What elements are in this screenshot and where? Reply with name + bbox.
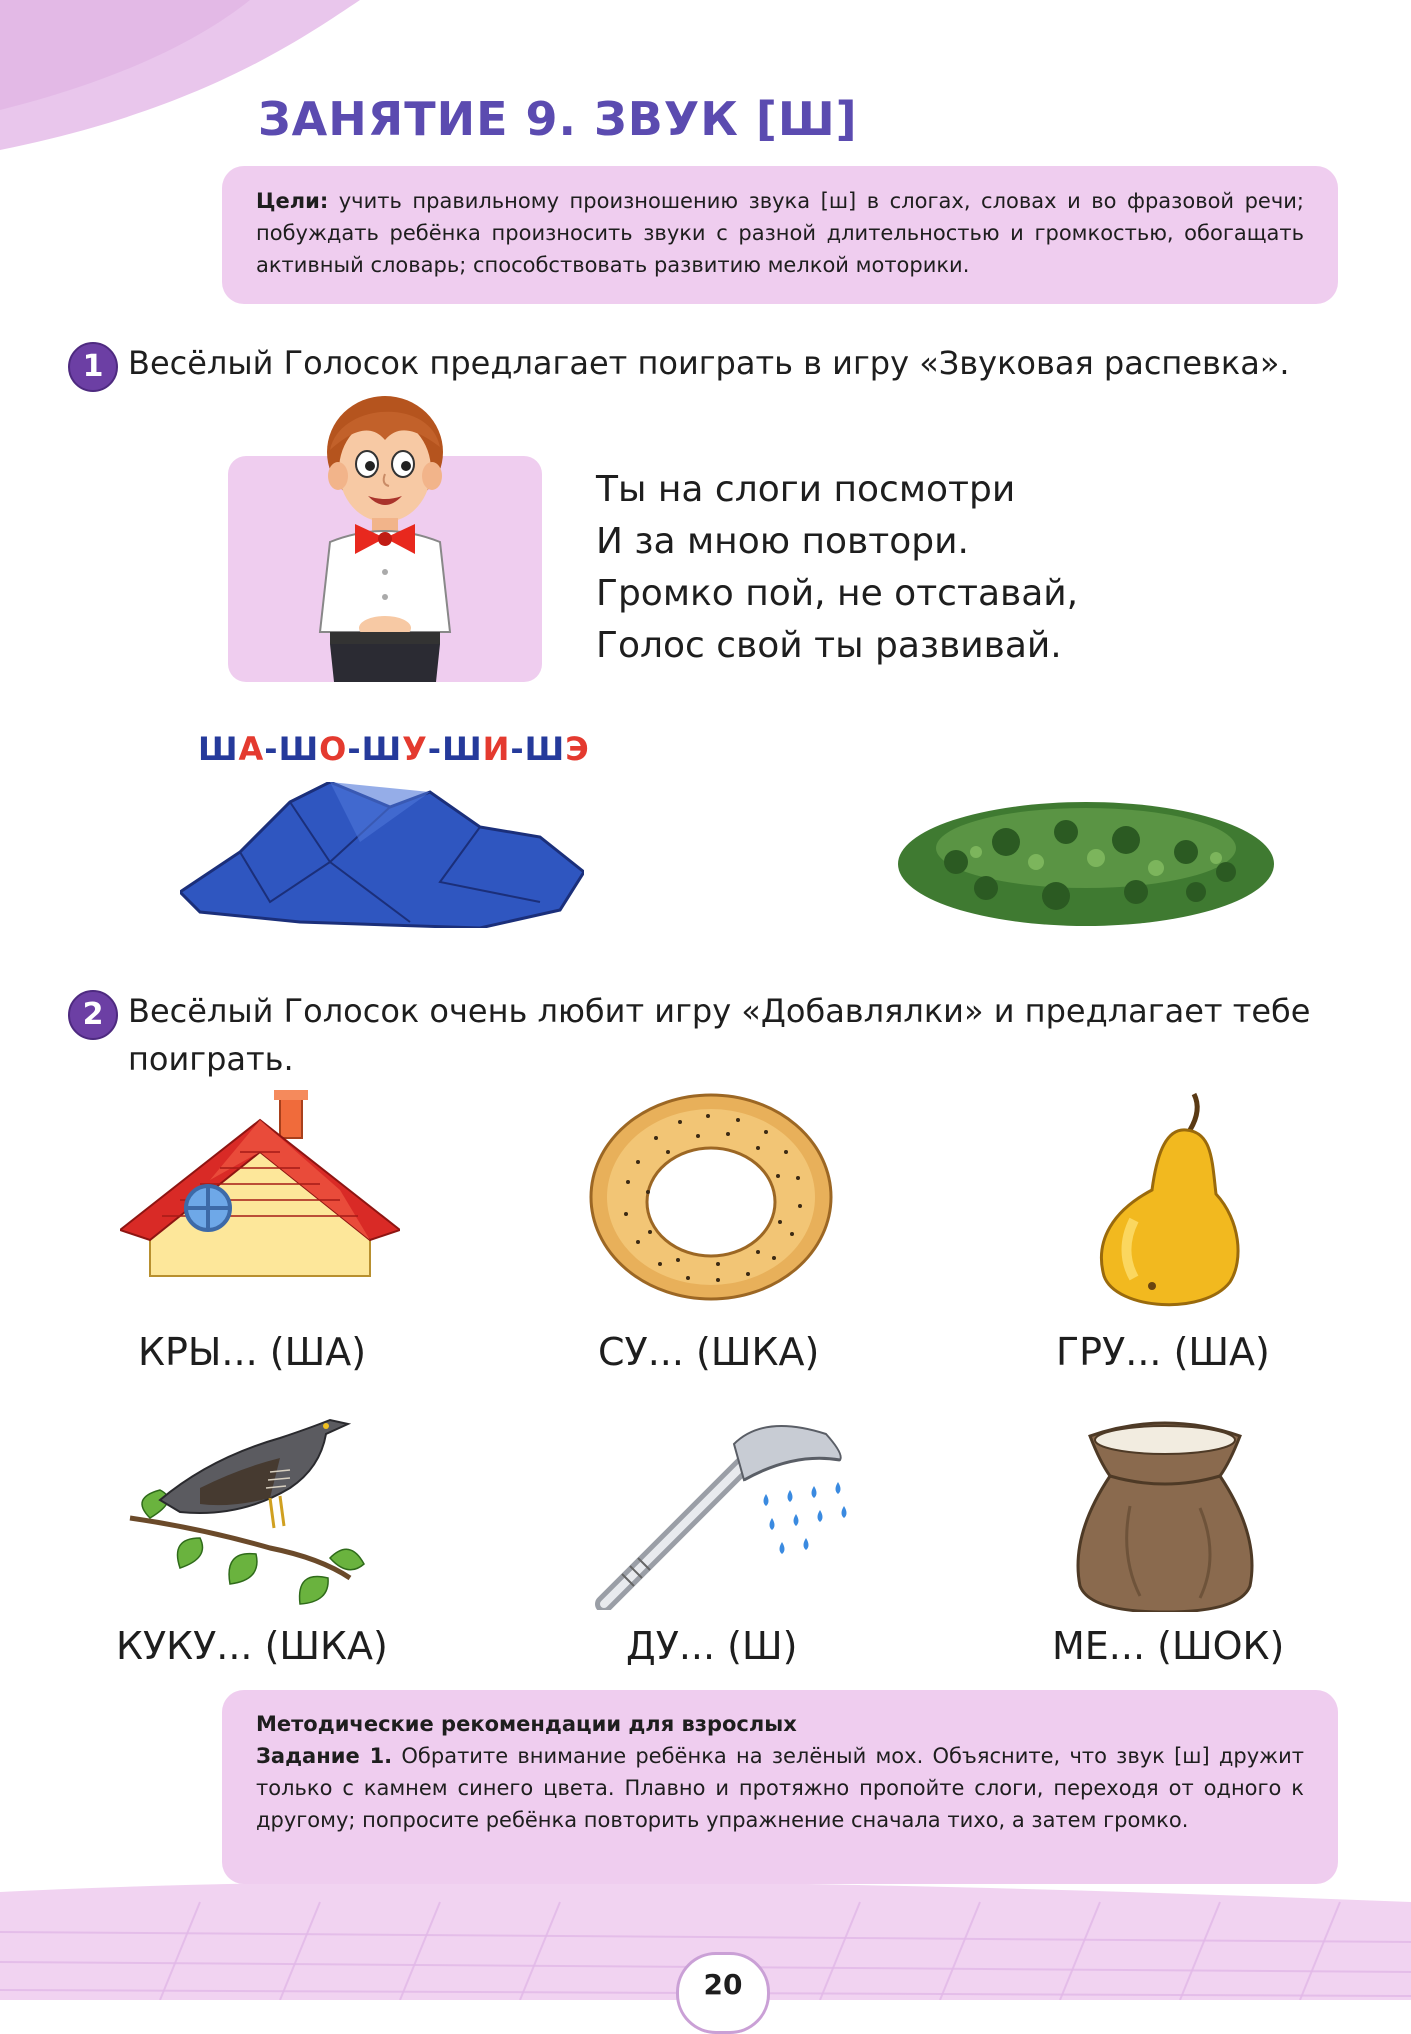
task-1-text: Весёлый Голосок предлагает поиграть в игру «Звуковая распевка». <box>128 344 1290 382</box>
sack-icon <box>1070 1416 1260 1612</box>
shower-head-icon <box>594 1414 856 1610</box>
goals-label: Цели: <box>256 189 329 213</box>
lesson-title: ЗАНЯТИЕ 9. ЗВУК [Ш] <box>258 92 858 146</box>
poem <box>596 464 1078 672</box>
recommendations-title: Методические рекомендации для взрослых <box>256 1712 797 1736</box>
word-item: ГРУ... (ША) <box>1056 1330 1270 1374</box>
goals-body: учить правильному произношению звука [ш] в слогах, словах и во фразовой речи; побуждать ребёнка произносить звуки с разной длительностью и громкостью, обогащать активный словарь; способствовать развитию мелкой моторики. <box>256 189 1304 277</box>
syllable-separator: - <box>347 730 362 768</box>
syllable-separator: - <box>510 730 525 768</box>
page-number: 20 <box>703 1968 743 2001</box>
poem-line: Громко пой, не отставай, <box>596 573 1079 614</box>
recommendations-body: Обратите внимание ребёнка на зелёный мох. Объясните, что звук [ш] дружит только с камнем синего цвета. Плавно и протяжно пропойте слоги, переходя от одного к другому; попросите ребёнка повторить упражнение сначала тихо, а затем громко. <box>256 1744 1304 1832</box>
blue-stone-icon <box>180 782 584 928</box>
syllable-consonant: Ш <box>278 730 320 768</box>
goals-text <box>256 185 1304 281</box>
syllable-consonant: Ш <box>442 730 483 768</box>
bagel-icon <box>588 1092 834 1302</box>
syllable-consonant: Ш <box>524 730 566 768</box>
syllable-vowel: О <box>319 730 348 768</box>
poem-line: Ты на слоги посмотри <box>596 469 1016 510</box>
word-item: КУКУ... (ШКА) <box>116 1624 388 1668</box>
syllable-vowel: Э <box>565 730 590 768</box>
recommendations-task-label: Задание 1. <box>256 1744 393 1768</box>
task-2-text-cont: поиграть. <box>128 1040 294 1078</box>
syllable-vowel: У <box>402 730 428 768</box>
task-2-badge: 2 <box>68 990 118 1040</box>
recommendations-text <box>256 1708 1304 1836</box>
poem-line: И за мною повтори. <box>596 521 969 562</box>
poem-line: Голос свой ты развивай. <box>596 625 1062 666</box>
syllable-chain <box>198 730 590 768</box>
syllable-consonant: Ш <box>198 730 239 768</box>
word-item: ДУ... (Ш) <box>626 1624 798 1668</box>
cuckoo-bird-icon <box>120 1408 366 1610</box>
boy-character-icon <box>300 392 470 682</box>
syllable-vowel: А <box>238 730 265 768</box>
word-item: МЕ... (ШОК) <box>1052 1624 1285 1668</box>
syllable-vowel: И <box>482 730 511 768</box>
syllable-separator: - <box>427 730 443 768</box>
syllable-consonant: Ш <box>361 730 403 768</box>
task-2-text: Весёлый Голосок очень любит игру «Добавлялки» и предлагает тебе <box>128 992 1311 1030</box>
syllable-separator: - <box>264 730 279 768</box>
task-1-badge: 1 <box>68 342 118 392</box>
green-moss-icon <box>896 792 1276 928</box>
word-item: КРЫ... (ША) <box>138 1330 367 1374</box>
pear-icon <box>1094 1090 1242 1312</box>
house-roof-icon <box>120 1090 400 1280</box>
word-item: СУ... (ШКА) <box>598 1330 820 1374</box>
